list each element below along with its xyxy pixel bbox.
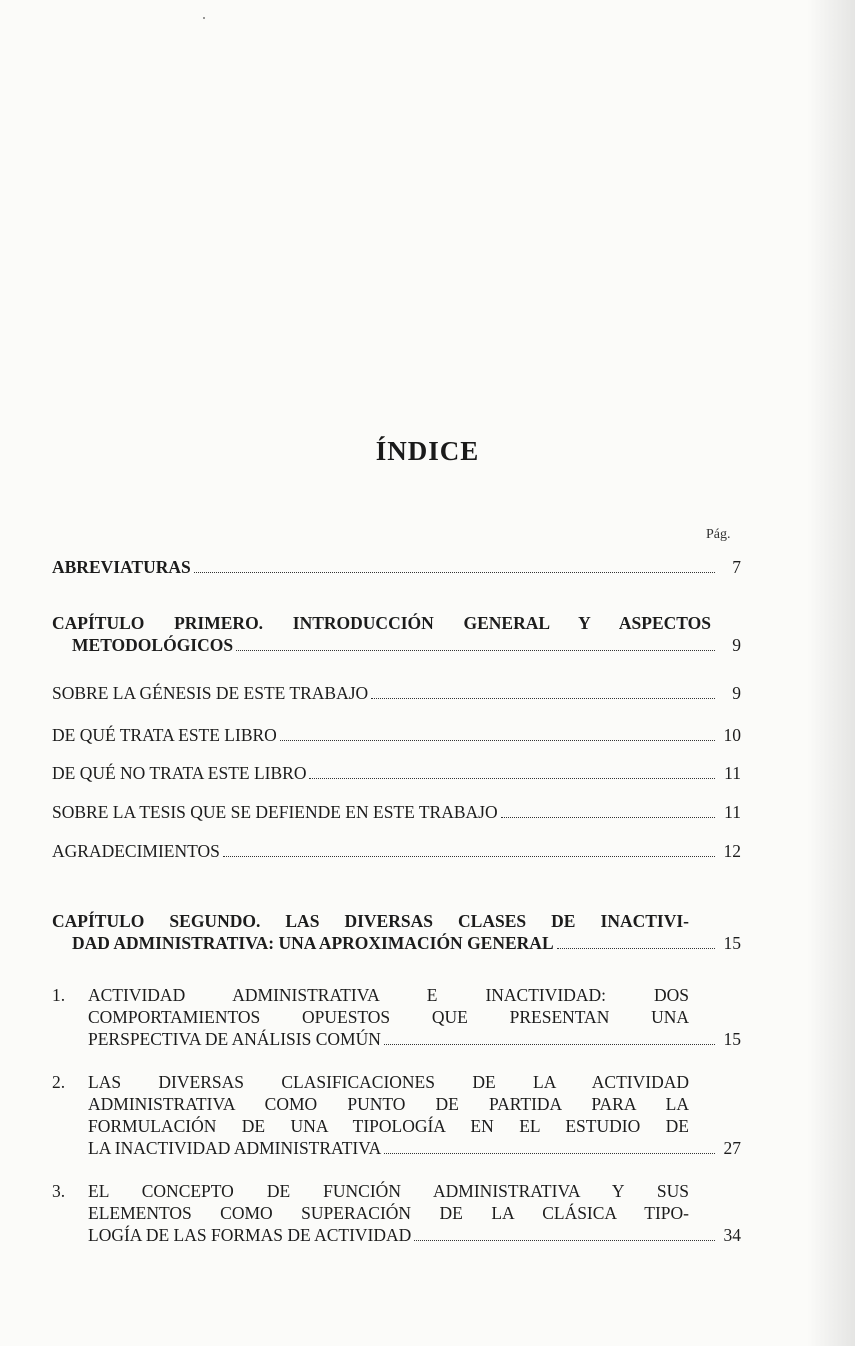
toc-entry-text: LA INACTIVIDAD ADMINISTRATIVA [88,1138,382,1158]
toc-entry-genesis[interactable] [52,682,741,704]
section-number: 1. [52,985,66,1005]
toc-entry-line: ADMINISTRATIVA COMO PUNTO DE PARTIDA PARA LA [88,1094,689,1114]
toc-page-number: 34 [723,1225,741,1245]
toc-entry-que-trata[interactable] [52,724,741,746]
toc-entry-text: AGRADECIMIENTOS [52,841,220,861]
toc-entry-no-trata[interactable] [52,762,741,784]
toc-entry-section-3[interactable] [52,1180,741,1246]
dot-leader [384,1044,715,1045]
toc-page-number: 27 [723,1138,741,1158]
toc-page-number: 10 [723,725,741,745]
dot-leader [223,856,715,857]
toc-page-number: 15 [723,1029,741,1049]
toc-entry-line: EL CONCEPTO DE FUNCIÓN ADMINISTRATIVA Y SUS [88,1181,689,1201]
dot-leader [309,778,715,779]
section-number: 3. [52,1181,66,1201]
dot-leader [414,1240,715,1241]
dot-leader [280,740,715,741]
toc-entry-chapter-2[interactable] [52,910,741,954]
toc-page-number: 11 [724,763,741,783]
toc-page-number: 15 [723,933,741,953]
toc-entry-text: METODOLÓGICOS [72,635,234,655]
dot-leader [236,650,715,651]
toc-entry-chapter-1[interactable] [52,612,741,656]
toc-entry-text: DAD ADMINISTRATIVA: UNA APROXIMACIÓN GENERAL [72,933,554,953]
dot-leader [194,572,715,573]
paper-speck [203,17,205,19]
toc-entry-line: LAS DIVERSAS CLASIFICACIONES DE LA ACTIVIDAD [88,1072,689,1092]
toc-entry-text: ABREVIATURAS [52,557,191,577]
toc-entry-section-1[interactable] [52,984,741,1050]
toc-entry-line: ELEMENTOS COMO SUPERACIÓN DE LA CLÁSICA TIPO- [88,1203,689,1223]
toc-entry-text: LOGÍA DE LAS FORMAS DE ACTIVIDAD [88,1225,412,1245]
toc-entry-agradecimientos[interactable] [52,840,741,862]
dot-leader [557,948,715,949]
section-number: 2. [52,1072,66,1092]
dot-leader [384,1153,715,1154]
toc-entry-line: FORMULACIÓN DE UNA TIPOLOGÍA EN EL ESTUDIO DE [88,1116,689,1136]
page-title: ÍNDICE [375,436,480,466]
toc-entry-text: DE QUÉ TRATA ESTE LIBRO [52,725,277,745]
toc-entry-abreviaturas[interactable] [52,556,741,578]
toc-entry-line: ACTIVIDAD ADMINISTRATIVA E INACTIVIDAD: DOS [88,985,689,1005]
toc-entry-line: CAPÍTULO SEGUNDO. LAS DIVERSAS CLASES DE INACTIVI- [52,911,689,931]
dot-leader [371,698,715,699]
toc-page-number: 9 [732,635,741,655]
page-edge-shadow [807,0,855,1346]
page-column-label: Pág. [706,527,731,542]
toc-page-number: 11 [724,802,741,822]
toc-entry-tesis[interactable] [52,801,741,823]
toc-page-number: 7 [732,557,741,577]
toc-page-number: 12 [723,841,741,861]
toc-entry-section-2[interactable] [52,1071,741,1159]
toc-entry-line: COMPORTAMIENTOS OPUESTOS QUE PRESENTAN UNA [88,1007,689,1027]
toc-entry-line: CAPÍTULO PRIMERO. INTRODUCCIÓN GENERAL Y ASPECTOS [52,613,711,633]
toc-entry-text: PERSPECTIVA DE ANÁLISIS COMÚN [88,1029,381,1049]
dot-leader [501,817,715,818]
toc-entry-text: SOBRE LA GÉNESIS DE ESTE TRABAJO [52,683,369,703]
toc-page-number: 9 [732,683,741,703]
toc-entry-text: DE QUÉ NO TRATA ESTE LIBRO [52,763,307,783]
toc-entry-text: SOBRE LA TESIS QUE SE DEFIENDE EN ESTE TRABAJO [52,802,498,822]
